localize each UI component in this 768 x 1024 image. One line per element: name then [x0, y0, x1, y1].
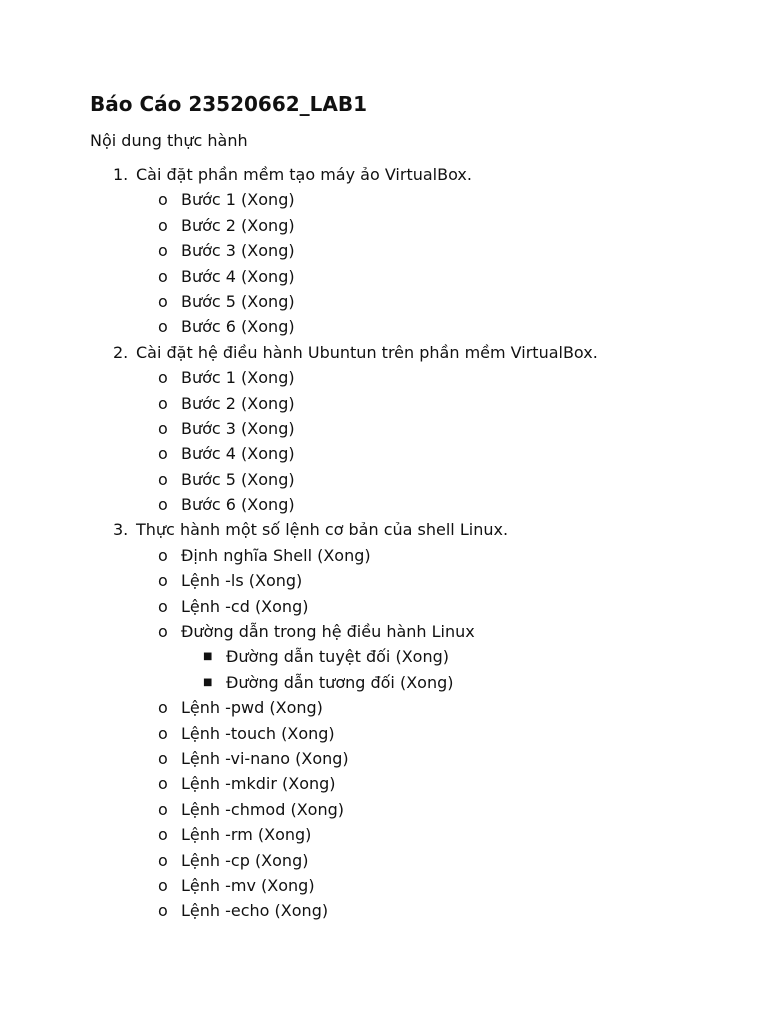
- item-text: Lệnh -pwd (Xong): [181, 698, 323, 718]
- item-text: Bước 2 (Xong): [181, 215, 295, 235]
- item-text: Bước 5 (Xong): [181, 291, 295, 311]
- sub-list-item: [0, 568, 768, 593]
- bullet-o: o: [158, 495, 168, 515]
- bullet-o: o: [158, 190, 168, 210]
- bullet-o: o: [158, 241, 168, 261]
- bullet-o: o: [158, 215, 168, 235]
- sub-list-item: [0, 822, 768, 847]
- bullet-o: o: [158, 901, 168, 921]
- bullet-o: o: [158, 875, 168, 895]
- sub-list-item: [0, 187, 768, 212]
- sub-list-item: [0, 543, 768, 568]
- item-text: Lệnh -vi-nano (Xong): [181, 748, 349, 768]
- bullet-o: o: [158, 774, 168, 794]
- item-text: Bước 4 (Xong): [181, 266, 295, 286]
- item-number: 2.: [113, 342, 129, 362]
- item-text: Cài đặt phần mềm tạo máy ảo VirtualBox.: [136, 165, 472, 184]
- sub-list-item: [0, 441, 768, 466]
- bullet-o: o: [158, 596, 168, 616]
- sub-list-item: [0, 391, 768, 416]
- bullet-o: o: [158, 368, 168, 388]
- bullet-o: o: [158, 393, 168, 413]
- sub-list-item: [0, 721, 768, 746]
- bullet-o: o: [158, 571, 168, 591]
- sub-list-item: [0, 594, 768, 619]
- item-text: Bước 2 (Xong): [181, 393, 295, 413]
- item-text: Bước 1 (Xong): [181, 368, 295, 388]
- numbered-item: [0, 162, 768, 187]
- sub-list-item: [0, 898, 768, 923]
- sub-list-item: [0, 264, 768, 289]
- item-text: Lệnh -chmod (Xong): [181, 799, 344, 819]
- bullet-o: o: [158, 545, 168, 565]
- item-text: Bước 6 (Xong): [181, 495, 295, 515]
- sub-list-item: [0, 848, 768, 873]
- bullet-o: o: [158, 469, 168, 489]
- item-text: Bước 4 (Xong): [181, 444, 295, 464]
- item-text: Cài đặt hệ điều hành Ubuntun trên phần mềm VirtualBox.: [136, 342, 598, 362]
- item-number: 1.: [113, 165, 129, 184]
- item-text: Đường dẫn tương đối (Xong): [226, 672, 454, 692]
- sub-list-item: [0, 314, 768, 339]
- item-text: Lệnh -mv (Xong): [181, 875, 315, 895]
- sub-sub-list-item: [0, 670, 768, 695]
- sub-list-item: [0, 695, 768, 720]
- bullet-o: o: [158, 291, 168, 311]
- bullet-o: o: [158, 825, 168, 845]
- item-text: Định nghĩa Shell (Xong): [181, 545, 371, 565]
- bullet-square: ■: [203, 651, 213, 663]
- bullet-o: o: [158, 317, 168, 337]
- sub-list-item: [0, 873, 768, 898]
- item-text: Lệnh -cd (Xong): [181, 596, 309, 616]
- bullet-square: ■: [203, 676, 213, 688]
- page-title: Báo Cáo 23520662_LAB1: [90, 92, 368, 116]
- bullet-o: o: [158, 799, 168, 819]
- bullet-o: o: [158, 850, 168, 870]
- sub-list-item: [0, 416, 768, 441]
- item-text: Đường dẫn tuyệt đối (Xong): [226, 647, 449, 667]
- sub-list-item: [0, 797, 768, 822]
- bullet-o: o: [158, 444, 168, 464]
- sub-list-item: [0, 213, 768, 238]
- item-text: Bước 6 (Xong): [181, 317, 295, 337]
- item-text: Lệnh -mkdir (Xong): [181, 774, 336, 794]
- bullet-o: o: [158, 723, 168, 743]
- numbered-item: [0, 517, 768, 542]
- bullet-o: o: [158, 748, 168, 768]
- bullet-o: o: [158, 266, 168, 286]
- sub-list-item: [0, 771, 768, 796]
- item-text: Đường dẫn trong hệ điều hành Linux: [181, 622, 475, 642]
- bullet-o: o: [158, 622, 168, 642]
- sub-list-item: [0, 746, 768, 771]
- item-text: Lệnh -rm (Xong): [181, 825, 312, 845]
- item-text: Bước 3 (Xong): [181, 418, 295, 438]
- item-text: Bước 5 (Xong): [181, 469, 295, 489]
- sub-list-item: [0, 289, 768, 314]
- sub-list-item: [0, 365, 768, 390]
- sub-list-item: [0, 238, 768, 263]
- sub-list-item: [0, 467, 768, 492]
- bullet-o: o: [158, 418, 168, 438]
- sub-list-item: [0, 492, 768, 517]
- sub-sub-list-item: [0, 644, 768, 669]
- item-text: Lệnh -touch (Xong): [181, 723, 335, 743]
- item-number: 3.: [113, 520, 129, 540]
- sub-list-item: [0, 619, 768, 644]
- bullet-o: o: [158, 698, 168, 718]
- numbered-item: [0, 340, 768, 365]
- section-heading: Nội dung thực hành: [90, 131, 248, 150]
- item-text: Bước 3 (Xong): [181, 241, 295, 261]
- item-text: Bước 1 (Xong): [181, 190, 295, 210]
- item-text: Lệnh -echo (Xong): [181, 901, 329, 921]
- item-text: Lệnh -ls (Xong): [181, 571, 303, 591]
- outline-list: [0, 162, 768, 924]
- item-text: Thực hành một số lệnh cơ bản của shell Linux.: [136, 520, 509, 540]
- item-text: Lệnh -cp (Xong): [181, 850, 309, 870]
